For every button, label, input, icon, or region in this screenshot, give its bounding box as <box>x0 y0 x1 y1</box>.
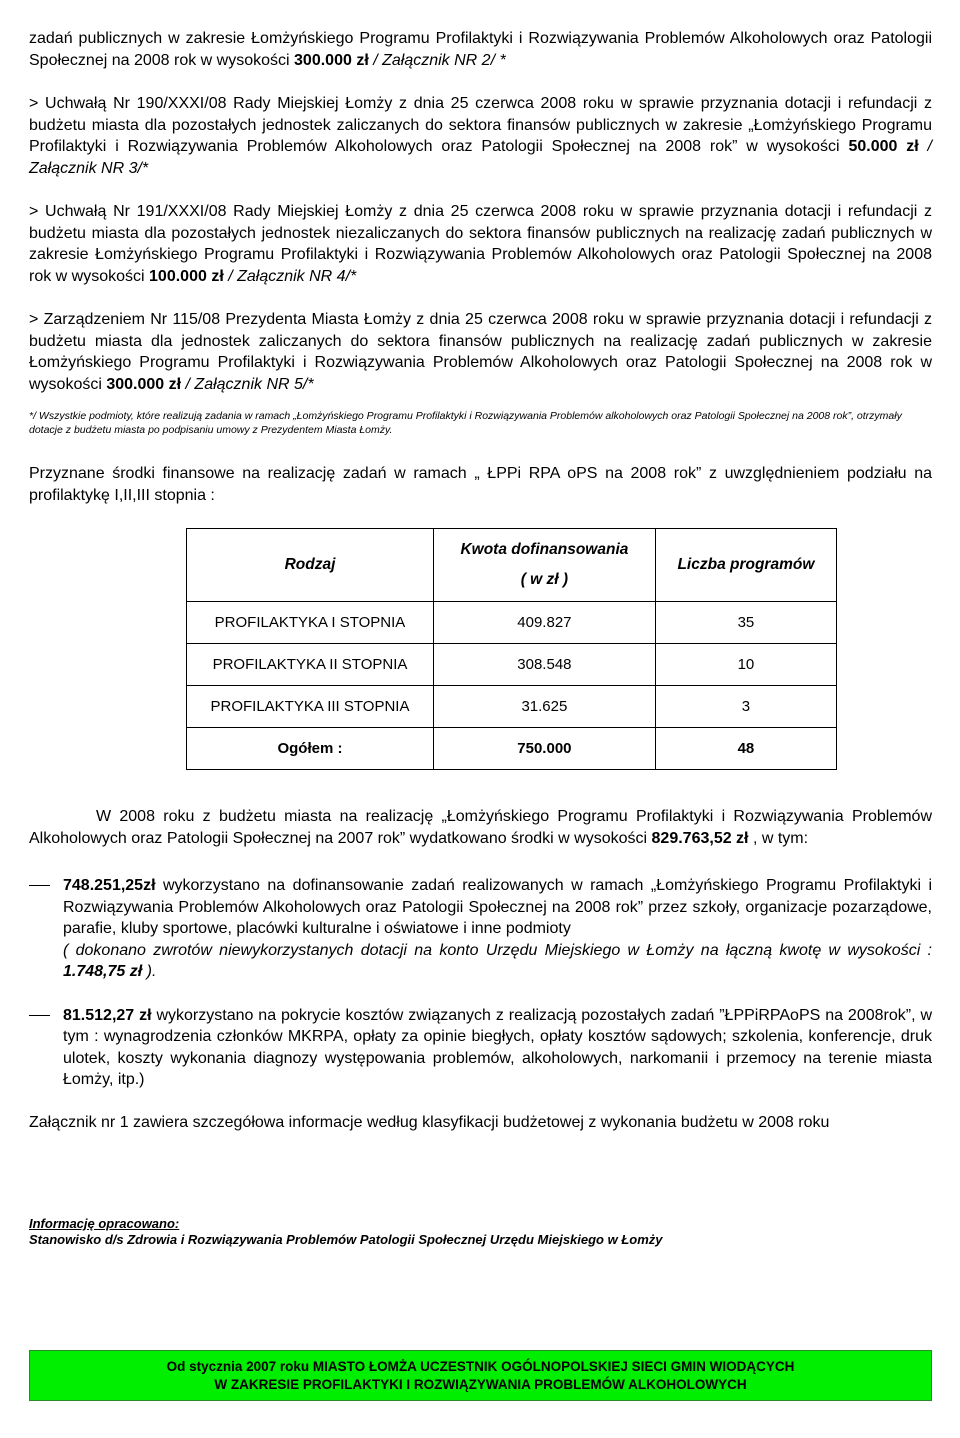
amount: 829.763,52 zł <box>651 829 749 847</box>
paragraph-text: ( dokonano zwrotów niewykorzystanych dotacji na konto Urzędu Miejskiego w Łomży na łączną kwotę w wysokości : <box>63 941 932 959</box>
paragraph-text: > Zarządzeniem Nr 115/08 Prezydenta Miasta Łomży z dnia 25 czerwca 2008 roku w sprawie przyznania dotacji i refundacji z budżetu miasta dla jednostek zaliczanych do sektora finansów publicznych na realizację zadań publicznych w zakresie Łomżyńskiego Programu Profilaktyki i Rozwiązywania Problemów Alkoholowych oraz Patologii Społecznej na 2008 rok w wysokości <box>29 311 932 393</box>
cell-kwota: 308.548 <box>433 644 655 686</box>
amount: 300.000 zł <box>106 375 182 393</box>
cell-rodzaj: PROFILAKTYKA III STOPNIA <box>187 686 434 728</box>
amount: 100.000 zł <box>149 267 224 285</box>
banner-line: Od stycznia 2007 roku MIASTO ŁOMŻA UCZESTNIK OGÓLNOPOLSKIEJ SIECI GMIN WIODĄCYCH <box>166 1359 795 1374</box>
info-heading: Informację opracowano: <box>29 1216 180 1231</box>
header-kwota-label: Kwota dofinansowania <box>460 541 629 558</box>
paragraph-text: > Uchwałą Nr 191/XXXI/08 Rady Miejskiej Łomży z dnia 25 czerwca 2008 roku w sprawie przyznania dotacji i refundacji z budżetu miasta dla pozostałych jednostek niezaliczanych do sektora finansów publicznych na realizację zadań publicznych w zakresie Łomżyńskiego Programu Profilaktyki i Rozwiązywania Problemów Alkoholowych oraz Patologii Społecznej na 2008 rok w wysokości <box>29 203 932 285</box>
paragraph-text: i refundacji z budżetu miasta dla pozostałych jednostek zaliczanych do sektora finansów publicznych w zakresie „Łomżyńskiego Programu Profilaktyki i Rozwiązywania Problemów Alkoholowych oraz Patologii Społecznej na 2008 rok” w wysokości <box>29 95 933 155</box>
info-body: Stanowisko d/s Zdrowia i Rozwiązywania Problemów Patologii Społecznej Urzędu Miejskiego w Łomży <box>29 1232 663 1247</box>
paragraph-text: zadań publicznych w zakresie Łomżyńskiego Programu Profilaktyki i Rozwiązywania Problemów Alkoholowych oraz Patologii Społecznej na 2008 rok w wysokości <box>29 30 932 69</box>
paragraph-text: wykorzystano na pokrycie kosztów związanych z realizacją pozostałych zadań ”ŁPPiRPAoPS na 2008rok”, w tym : wynagrodzenia członków MKRPA, opłaty za opinie biegłych, opłaty kosztów sądowych; szkolenia, konferencje, druk ulotek, koszty wykonania diagnozy występowania problemów, alkoholowych, narkomanii i przemocy na terenie miasta Łomży, itp.) <box>63 1006 932 1088</box>
amount: 50.000 zł <box>848 138 919 155</box>
cell-liczba: 10 <box>655 644 836 686</box>
cell-liczba: 3 <box>655 686 836 728</box>
document-page <box>29 28 932 1249</box>
paragraph-resolution-191 <box>29 201 932 287</box>
list-item <box>29 1005 932 1091</box>
paragraph-resolution-190 <box>29 93 932 179</box>
cell-kwota: 31.625 <box>433 686 655 728</box>
funds-table <box>186 528 837 770</box>
paragraph-attachment-note: Załącznik nr 1 zawiera szczegółowa informacje według klasyfikacji budżetowej z wykonania budżetu w 2008 roku <box>29 1113 830 1131</box>
table-row <box>187 686 837 728</box>
table-row <box>187 602 837 644</box>
cell-kwota: 409.827 <box>433 602 655 644</box>
table-header-row <box>187 529 837 602</box>
cell-liczba: 35 <box>655 602 836 644</box>
network-banner <box>29 1350 932 1401</box>
amount: 81.512,27 zł <box>63 1006 152 1024</box>
paragraph-text: W 2008 roku z budżetu miasta na realizację „Łomżyńskiego Programu Profilaktyki i Rozwiązywania Problemów Alkoholowych oraz Patologii Społecznej na 2007 rok” wydatkowano środki w wysokości <box>29 808 932 847</box>
attachment-ref: / Załącznik NR 3/* <box>29 138 933 177</box>
cell-rodzaj: PROFILAKTYKA II STOPNIA <box>187 644 434 686</box>
paragraph-funds-intro: Przyznane środki finansowe na realizację zadań w ramach „ ŁPPi RPA oPS na 2008 rok” z uwzględnieniem podziału na profilaktykę I,II,III stopnia : <box>29 465 932 504</box>
table-total-row <box>187 728 837 770</box>
total-liczba: 48 <box>655 728 836 770</box>
dash-bullet <box>29 885 50 886</box>
amount: 748.251,25zł <box>63 877 156 894</box>
paragraph-order-115 <box>29 309 932 395</box>
paragraph-text: > Uchwałą Nr 190/XXXI/08 Rady Miejskiej Łomży z dnia 25 czerwca 2008 roku w sprawie przyznania dotacji <box>29 95 838 112</box>
footnote: */ Wszystkie podmioty, które realizują zadania w ramach „Łomżyńskiego Programu Profilaktyki i Rozwiązywania Problemów alkoholowych oraz Patologii Społecznej na 2008 rok”, otrzymały dotacje z budżetu miasta po podpisaniu umowy z Prezydentem Miasta Łomży. <box>29 410 902 436</box>
paragraph-text: ). <box>142 963 157 980</box>
header-rodzaj: Rodzaj <box>187 529 434 602</box>
paragraph-text: , w tym: <box>748 829 809 847</box>
amount: 1.748,75 zł <box>63 963 143 980</box>
paragraph-text: wykorzystano na dofinansowanie zadań realizowanych w ramach „Łomżyńskiego Programu Profilaktyki i Rozwiązywania Problemów Alkoholowych oraz Patologii Społecznej na 2008 rok” przez szkoły, organizacje pozarządowe, parafie, kluby sportowe, placówki kulturalne i oświatowe i inne podmioty <box>63 877 932 937</box>
total-kwota: 750.000 <box>433 728 655 770</box>
dash-bullet <box>29 1015 50 1016</box>
header-liczba: Liczba programów <box>655 529 836 602</box>
attachment-ref: / Załącznik NR 2/ * <box>368 51 506 69</box>
attachment-ref: / Załącznik NR 5/* <box>181 375 314 393</box>
list-item <box>29 875 932 983</box>
attachment-ref: / Załącznik NR 4/* <box>223 267 357 285</box>
header-kwota-unit: ( w zł ) <box>520 571 569 588</box>
table-row <box>187 644 837 686</box>
total-label: Ogółem : <box>187 728 434 770</box>
amount: 300.000 zł <box>294 51 369 69</box>
header-kwota <box>433 529 655 602</box>
paragraph-attachment-2 <box>29 28 932 71</box>
banner-line: W ZAKRESIE PROFILAKTYKI I ROZWIĄZYWANIA PROBLEMÓW ALKOHOLOWYCH <box>214 1376 747 1392</box>
paragraph-spending-summary <box>29 806 932 849</box>
cell-rodzaj: PROFILAKTYKA I STOPNIA <box>187 602 434 644</box>
